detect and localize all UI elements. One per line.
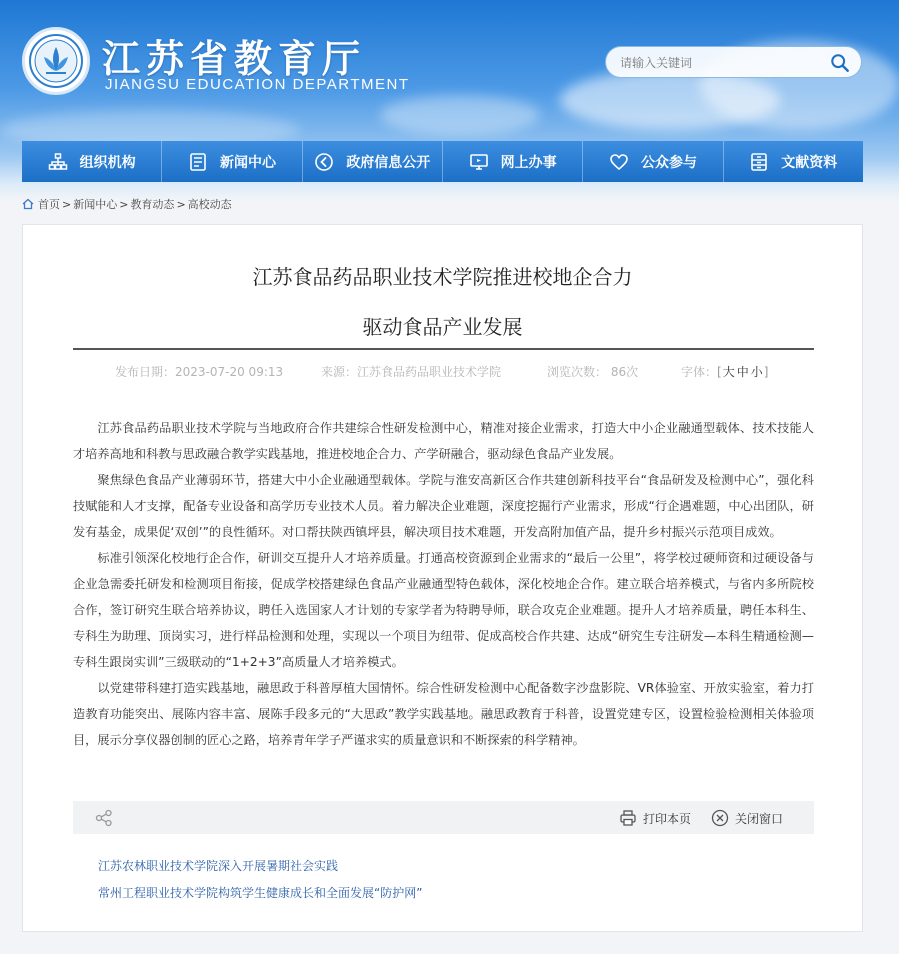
article-title-line1: 江苏食品药品职业技术学院推进校地企合力 [252,265,633,289]
nav-label: 组织机构 [79,154,136,171]
archive-icon [749,152,769,172]
nav-item-org[interactable] [22,141,162,182]
news-icon [188,152,208,172]
article-paragraph: 江苏食品药品职业技术学院与当地政府合作共建综合性研发检测中心，精准对接企业需求，打造大中小企业融通型载体、技术技能人才培养高地和科教与思政融合教学实践基地，推进校地企合力、产学研融合，驱动绿色食品产业发展。 [73,421,814,461]
close-label: 关闭窗口 [735,811,784,826]
article-body [73,415,814,753]
breadcrumb-separator: > [119,197,129,211]
breadcrumb-education-news[interactable]: 教育动态 [130,198,175,211]
nav-label: 新闻中心 [219,154,276,171]
breadcrumb-university-news[interactable]: 高校动态 [187,198,232,211]
nav-item-archive[interactable] [724,141,863,182]
logo-emblem-icon[interactable] [22,27,90,95]
article-title-line2: 驱动食品产业发展 [362,315,523,339]
font-size-small[interactable]: 小 [750,365,763,379]
font-size-medium[interactable]: 中 [736,365,749,379]
article-source: 来源：江苏食品药品职业技术学院 [321,365,502,379]
article-toolbar [73,801,814,834]
search-input[interactable] [620,53,820,73]
online-service-icon [469,152,489,172]
home-icon [22,198,34,210]
nav-label: 网上办事 [500,154,557,171]
nav-label: 政府信息公开 [346,154,431,171]
font-size-switch: 字体：[大 中 小] [681,365,769,379]
font-size-large[interactable]: 大 [722,365,735,379]
share-icon[interactable] [95,809,113,827]
print-label: 打印本页 [643,811,692,826]
site-title: 江苏省教育厅 [102,36,367,81]
publish-date: 发布日期：2023-07-20 09:13 [115,365,284,379]
info-disclosure-icon [314,152,334,172]
nav-item-info-disclosure[interactable] [303,141,443,182]
nav-item-news[interactable] [162,141,302,182]
font-size-label: 字体： [681,365,718,379]
breadcrumb-news-center[interactable]: 新闻中心 [73,198,118,211]
nav-item-online-service[interactable] [443,141,583,182]
article-paragraph: 聚焦绿色食品产业薄弱环节，搭建大中小企业融通型载体。学院与淮安高新区合作共建创新科技平台“食品研发及检测中心”，强化科技赋能和人才支撑，配备专业设备和高学历专业技术人员。着力解决企业难题，深度挖掘行产业需求，形成“行企遇难题，中心出团队，研发有基金，成果促‘双创’”的良性循环。对口帮扶陕西镇坪县，解决项目技术难题，开发高附加值产品，提升乡村振兴示范项目成效。 [73,473,814,539]
breadcrumb-separator: > [176,197,186,211]
article-card [22,224,863,932]
heart-icon [609,152,629,172]
view-count: 浏览次数： 86次 [547,365,639,379]
nav-label: 公众参与 [640,154,697,171]
cloud-decoration [380,95,540,135]
title-divider [73,348,814,350]
close-icon [711,809,729,827]
main-nav [22,141,863,182]
related-link[interactable]: 江苏农林职业技术学院深入开展暑期社会实践 [98,859,339,873]
nav-label: 文献资料 [781,154,838,171]
breadcrumb [22,196,232,212]
close-window-button[interactable] [711,808,783,828]
search-icon[interactable] [829,52,851,74]
print-button[interactable] [619,808,691,828]
article-paragraph: 以党建带科建打造实践基地，融思政于科普厚植大国情怀。综合性研发检测中心配备数字沙盘影院、VR体验室、开放实验室，着力打造教育功能突出、展陈内容丰富、展陈手段多元的“大思政”教学实践基地。融思政教育于科普，设置党建专区，设置检验检测相关体验项目，展示分享仪器创制的匠心之路，培养青年学子严谨求实的质量意识和不断探索的科学精神。 [73,681,814,747]
article-paragraph: 标准引领深化校地行企合作，研训交互提升人才培养质量。打通高校资源到企业需求的“最后一公里”，将学校过硬师资和过硬设备与企业急需委托研发和检测项目衔接，促成学校搭建绿色食品产业融通型特色载体，深化校地企合作。建立联合培养模式，与省内多所院校合作，签订研究生联合培养协议，聘任入选国家人才计划的专家学者为特聘导师，联合攻克企业难题。提升人才培养质量，聘任本科生、专科生为助理、顶岗实习，进行样品检测和处理，实现以一个项目为纽带、促成高校合作共建、达成“研究生专注研发—本科生精通检测—专科生跟岗实训”三级联动的“1+2+3”高质量人才培养模式。 [73,551,814,669]
breadcrumb-home[interactable]: 首页 [38,198,60,211]
nav-item-public-participation[interactable] [583,141,723,182]
printer-icon [619,809,637,827]
org-chart-icon [48,152,68,172]
site-subtitle: JIANGSU EDUCATION DEPARTMENT [105,76,410,93]
search-box [605,46,862,78]
breadcrumb-separator: > [62,197,72,211]
related-link[interactable]: 常州工程职业技术学院构筑学生健康成长和全面发展“防护网” [98,886,423,900]
